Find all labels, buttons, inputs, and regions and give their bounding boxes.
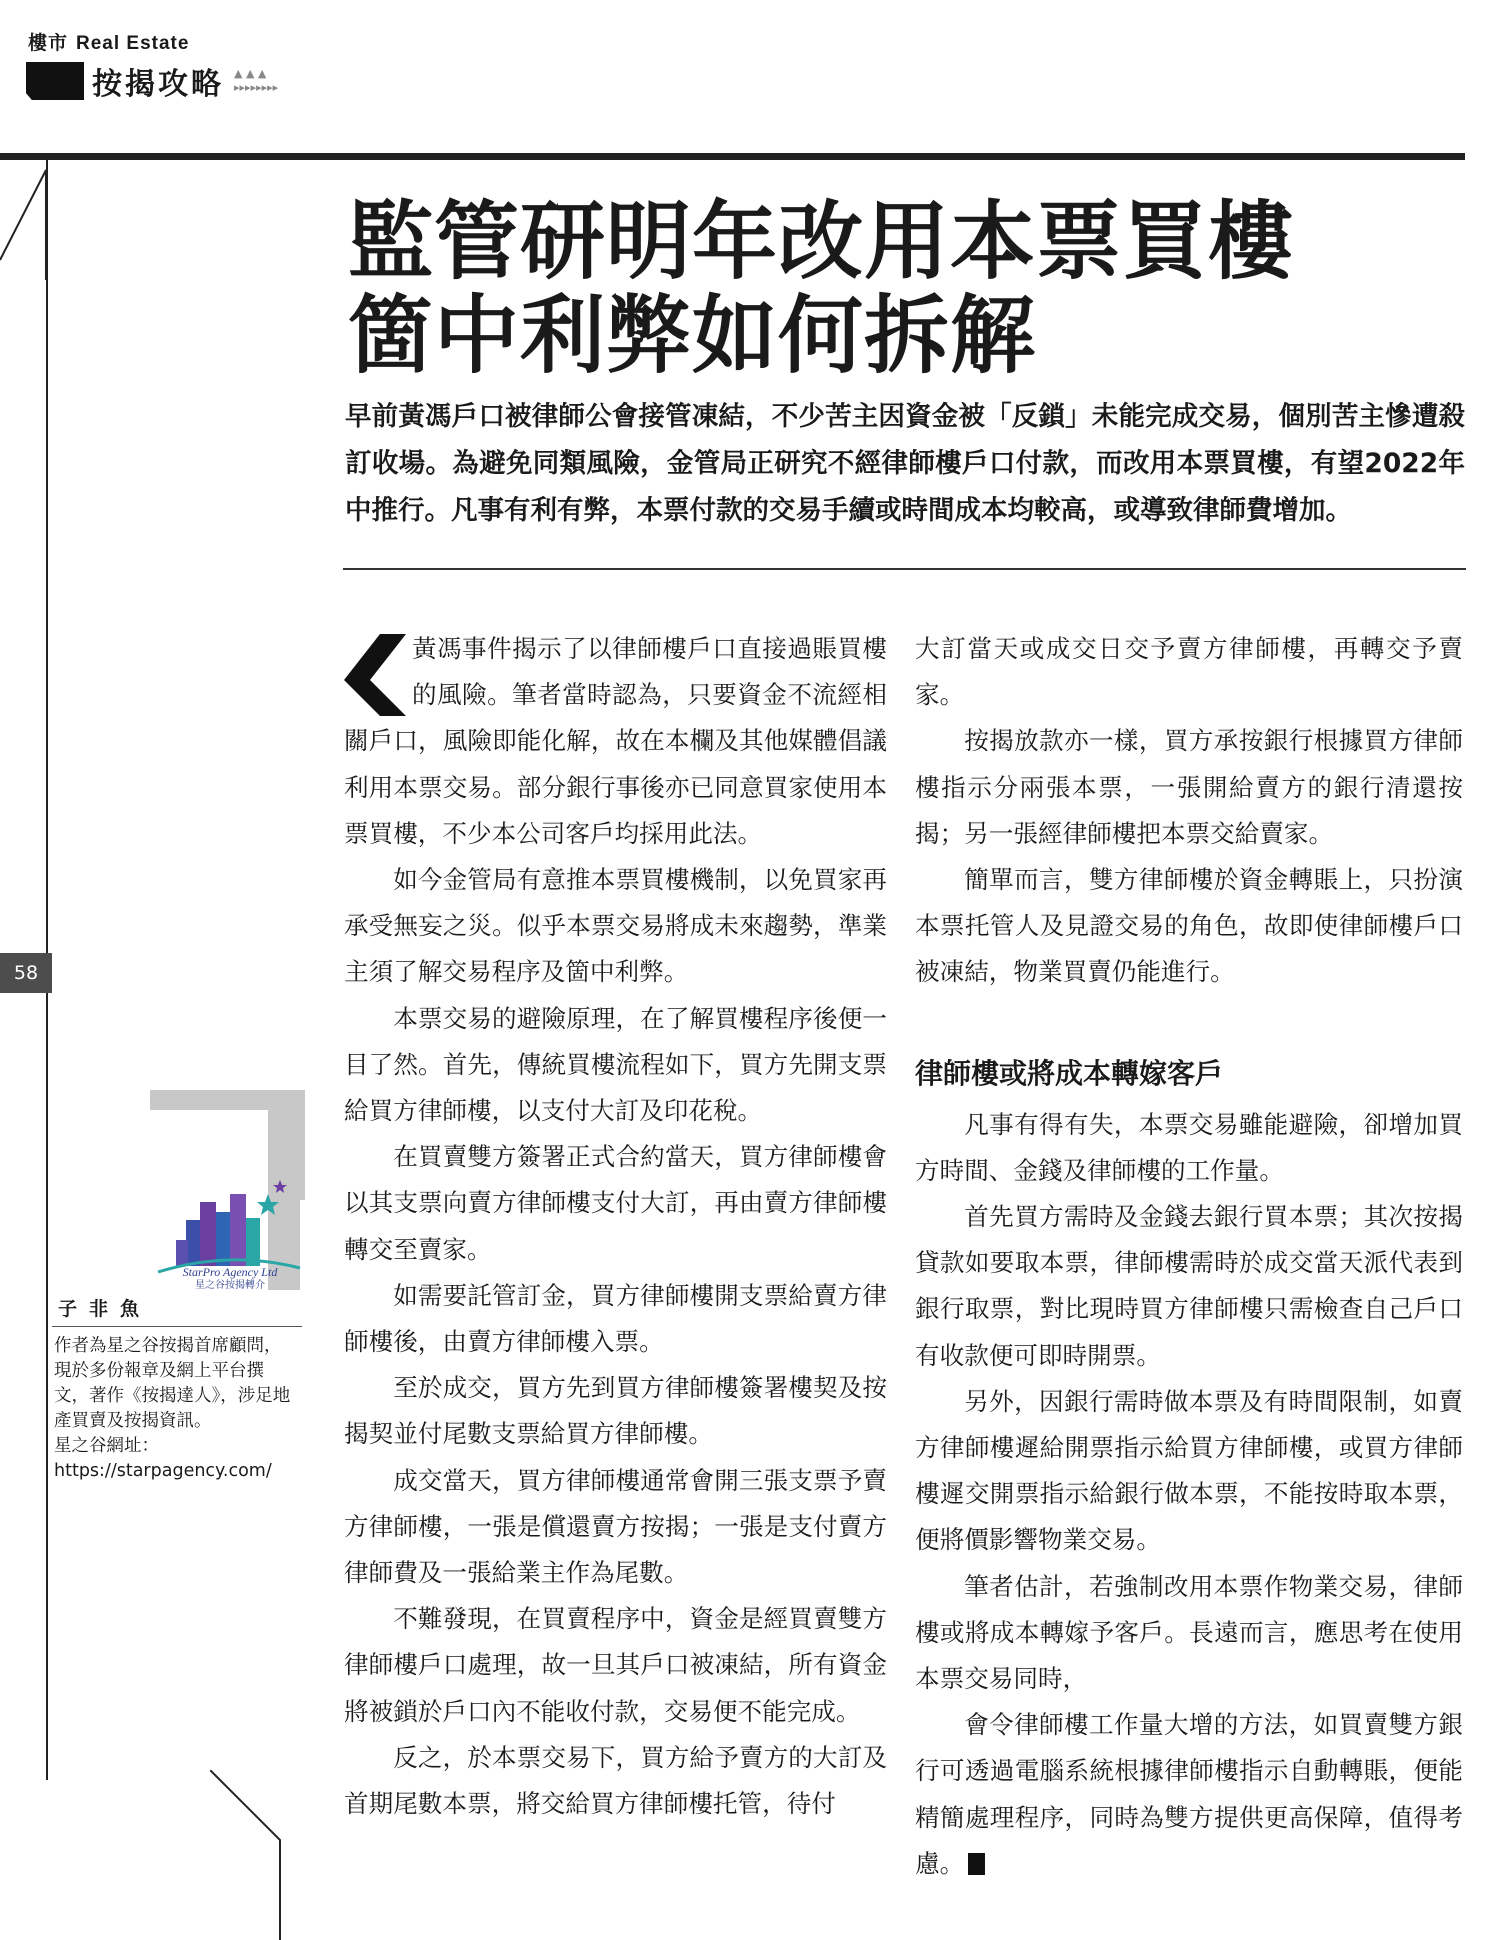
body-paragraph: 大訂當天或成交日交予賣方律師樓，再轉交予賣家。	[915, 634, 1463, 710]
body-paragraph: 黃馮事件揭示了以律師樓戶口直接過賬買樓的風險。筆者當時認為，只要資金不流經相關戶口，風險即能化解，故在本欄及其他媒體倡議利用本票交易。部分銀行事後亦已同意買家使用本票買樓，不少本公司客戶均採用此法。	[344, 634, 887, 848]
body-paragraph: 如今金管局有意推本票買樓機制，以免買家再承受無妄之災。似乎本票交易將成未來趨勢，準業主須了解交易程序及箇中利弊。	[344, 865, 887, 987]
section-label	[28, 28, 189, 55]
body-column-b	[915, 626, 1463, 1887]
lede-rule	[343, 568, 1466, 570]
subheading: 律師樓或將成本轉嫁客戶	[915, 1056, 1224, 1090]
chevron-left-icon	[344, 634, 406, 716]
headline	[348, 193, 1295, 386]
body-paragraph: 另外，因銀行需時做本票及有時間限制，如賣方律師樓遲給開票指示給買方律師樓，或買方律師樓遲交開票指示給銀行做本票，不能按時取本票，便將價影響物業交易。	[915, 1386, 1463, 1555]
body-paragraph: 首先買方需時及金錢去銀行買本票；其次按揭貸款如要取本票，律師樓需時於成交當天派代表到銀行取票，對比現時買方律師樓只需檢查自己戶口有收款便可即時開票。	[915, 1202, 1463, 1370]
page-number: 58	[0, 953, 52, 993]
body-paragraph: 凡事有得有失，本票交易雖能避險，卻增加買方時間、金錢及律師樓的工作量。	[915, 1109, 1463, 1185]
author-bio	[54, 1334, 294, 1484]
end-mark-icon	[968, 1853, 985, 1875]
city-skyline-icon	[176, 1194, 260, 1266]
body-paragraph: 在買賣雙方簽署正式合約當天，買方律師樓會以其支票向賣方律師樓支付大訂，再由賣方律師樓轉交至賣家。	[344, 1142, 887, 1264]
body-paragraph: 反之，於本票交易下，買方給予賣方的大訂及首期尾數本票，將交給買方律師樓托管，待付	[344, 1742, 887, 1819]
author-bio-text: 作者為星之谷按揭首席顧問，現於多份報章及網上平台撰文，著作《按揭達人》，涉足地產買賣及按揭資訊。	[54, 1336, 291, 1431]
website-url[interactable]: https://starpagency.com/	[54, 1461, 272, 1481]
body-paragraph: 會令律師樓工作量大增的方法，如買賣雙方銀行可透過電腦系統根據律師樓指示自動轉賬，便能精簡處理程序，同時為雙方提供更高保障，值得考慮。	[915, 1710, 1463, 1878]
column-tag-block	[26, 62, 84, 100]
headline-line-1: 監管研明年改用本票買樓	[348, 193, 1295, 292]
body-paragraph: 成交當天，買方律師樓通常會開三張支票予賣方律師樓，一張是償還賣方按揭；一張是支付賣方律師費及一張給業主作為尾數。	[344, 1465, 887, 1588]
author-name: 子非魚	[58, 1298, 152, 1320]
website-label: 星之谷網址：	[54, 1436, 159, 1456]
body-paragraph: 簡單而言，雙方律師樓於資金轉賬上，只扮演本票托管人及見證交易的角色，故即使律師樓戶口被凍結，物業買賣仍能進行。	[915, 865, 1463, 987]
section-label-zh: 樓市	[28, 32, 69, 54]
column-title: 按揭攻略	[92, 67, 224, 102]
header-rule	[0, 153, 1465, 160]
lede: 早前黃馮戶口被律師公會接管凍結，不少苦主因資金被「反鎖」未能完成交易，個別苦主慘遭殺訂收場。為避免同類風險，金管局正研究不經律師樓戶口付款，而改用本票買樓，有望2022年中推行。凡事有利有弊，本票付款的交易手續或時間成本均較高，或導致律師費增加。	[345, 401, 1465, 526]
logo-text-zh: 星之谷按揭轉介	[195, 1280, 265, 1290]
section-label-en: Real Estate	[76, 33, 190, 54]
logo-text-en: StarPro Agency Ltd	[182, 1265, 278, 1279]
column-tag-arrows-icon: ▲ ▲ ▲ ▸▸▸▸▸▸▸▸	[234, 67, 279, 94]
body-paragraph: 不難發現，在買賣程序中，資金是經買賣雙方律師樓戶口處理，故一旦其戶口被凍結，所有資金將被鎖於戶口內不能收付款，交易便不能完成。	[344, 1604, 887, 1726]
column-tag	[26, 60, 278, 102]
bottom-corner-decoration	[210, 1770, 290, 1940]
body-paragraph: 如需要託管訂金，買方律師樓開支票給賣方律師樓後，由賣方律師樓入票。	[344, 1280, 887, 1357]
body-paragraph: 按揭放款亦一樣，買方承按銀行根據買方律師樓指示分兩張本票，一張開給賣方的銀行清還按揭；另一張經律師樓把本票交給賣家。	[915, 726, 1463, 848]
body-paragraph: 至於成交，買方先到買方律師樓簽署樓契及按揭契並付尾數支票給買方律師樓。	[344, 1373, 887, 1449]
author-rule	[52, 1326, 302, 1327]
body-paragraph: 筆者估計，若強制改用本票作物業交易，律師樓或將成本轉嫁予客戶。長遠而言，應思考在使用本票交易同時，	[915, 1571, 1463, 1694]
left-border-decoration	[0, 160, 60, 280]
headline-line-2: 箇中利弊如何拆解	[348, 287, 1037, 386]
body-column-a	[344, 626, 887, 1827]
body-paragraph: 本票交易的避險原理，在了解買樓程序後便一目了然。首先，傳統買樓流程如下，買方先開支票給買方律師樓，以支付大訂及印花稅。	[344, 1003, 887, 1126]
starpro-logo	[150, 1090, 310, 1290]
